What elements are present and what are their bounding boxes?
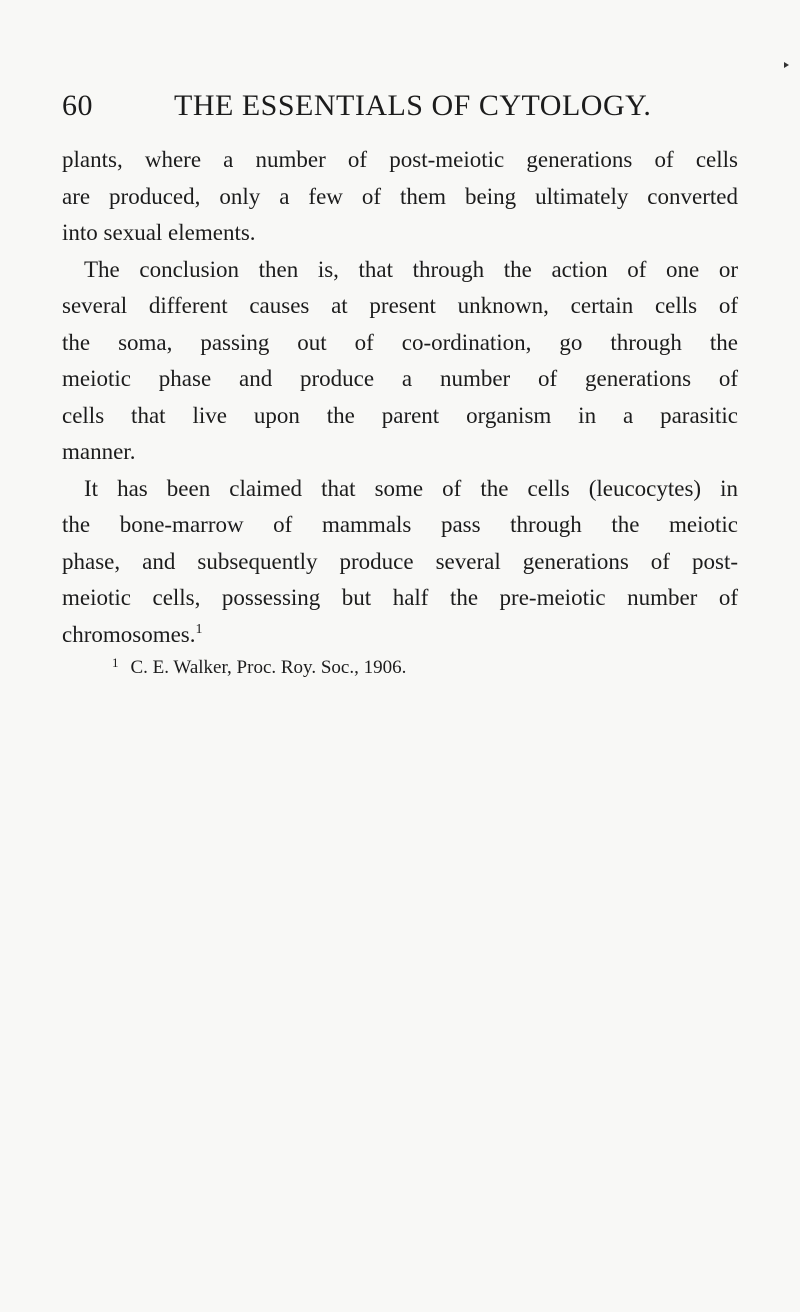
text-line: The conclusion then is, that through the action of one or xyxy=(84,256,738,282)
text-line-content: chromosomes. xyxy=(62,621,196,647)
text-line: meiotic cells, possessing but half the pre-meiotic number of xyxy=(62,585,738,610)
text-line: meiotic phase and produce a number of generations of xyxy=(62,366,738,391)
text-line: several different causes at present unknown, certain cells of xyxy=(62,293,738,318)
footnote-mark: 1 xyxy=(112,655,119,670)
text-line: the bone-marrow of mammals pass through the meiotic xyxy=(62,512,738,537)
text-line: are produced, only a few of them being ultimately converted xyxy=(62,183,738,209)
text-line: plants, where a number of post-meiotic generations of cells xyxy=(62,147,738,172)
page-number: 60 xyxy=(62,89,93,122)
text-line-with-footnote xyxy=(62,617,738,654)
text-line: the soma, passing out of co-ordination, go through the xyxy=(62,329,738,355)
footnote xyxy=(112,650,406,681)
running-title: THE ESSENTIALS OF CYTOLOGY. xyxy=(174,89,652,122)
text-line: into sexual elements. xyxy=(62,220,256,245)
text-line: cells that live upon the parent organism in a parasitic xyxy=(62,402,738,428)
body-text xyxy=(62,142,738,653)
text-line: It has been claimed that some of the cells (leucocytes) in xyxy=(84,475,738,501)
footnote-reference: 1 xyxy=(195,621,203,637)
running-head xyxy=(62,86,738,126)
footnote-text: C. E. Walker, Proc. Roy. Soc., 1906. xyxy=(130,657,407,678)
text-line: manner. xyxy=(62,439,136,464)
text-line: phase, and subsequently produce several generations of post- xyxy=(62,548,738,574)
corner-mark xyxy=(784,62,789,68)
